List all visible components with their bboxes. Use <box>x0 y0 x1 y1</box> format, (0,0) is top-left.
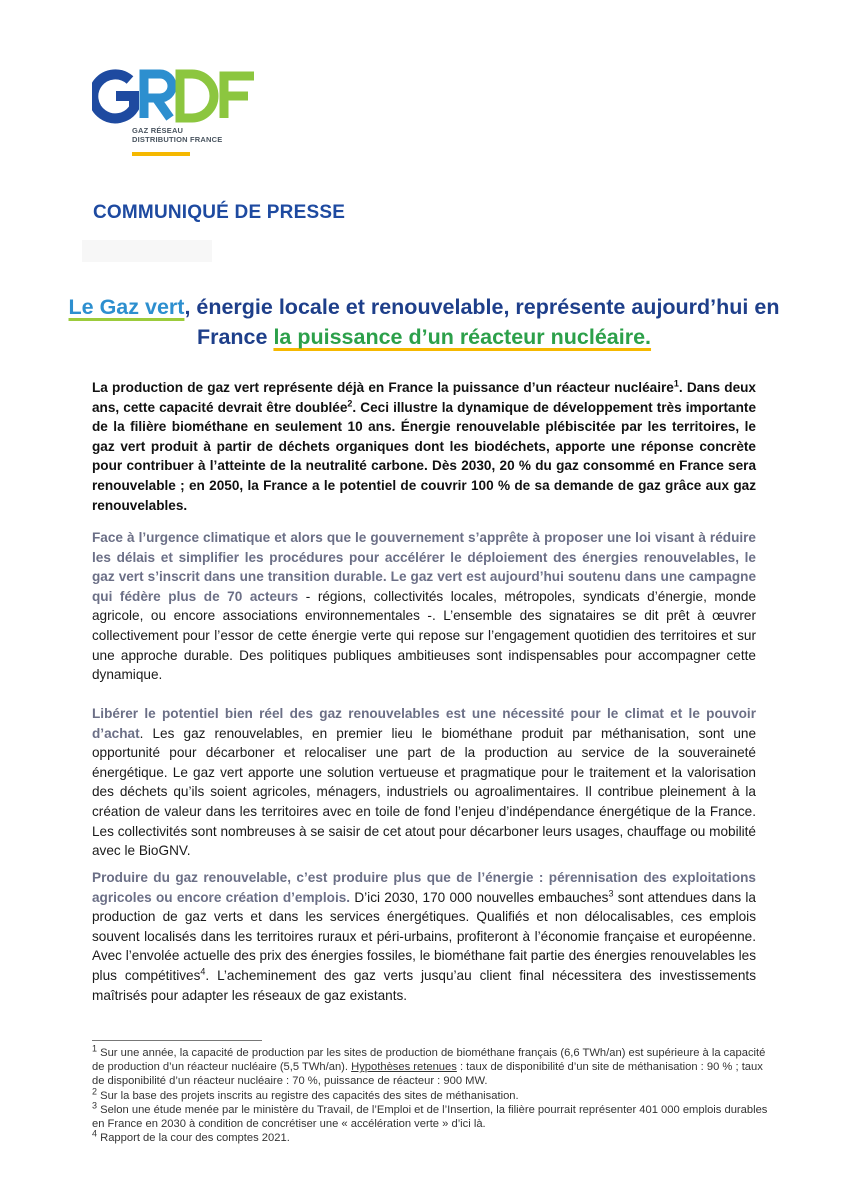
footnote-1-text-a: Sur une année, la capacité de production par les sites de production de biométhane français (6,6 TWh/an) est supérieure à la capacité de production d’un réacteur nucléaire (5,5 TWh/an). <box>92 1047 766 1074</box>
climate-paragraph <box>92 528 756 685</box>
footnote-1 <box>92 1043 772 1089</box>
jobs-paragraph <box>92 868 756 1005</box>
p1-text-c: . Ceci illustre la dynamique de développement très importante de la filière biométhane en seulement 10 ans. Énergie renouvelable plébiscitée par les territoires, le gaz vert produit à partir de déchets organiques dont les biodéchets, apporte une réponse concrète pour contribuer à l’atteinte de la neutralité carbone. Dès 2030, 20 % du gaz consommé en France sera renouvelable ; en 2050, la France a le potentiel de couvrir 100 % de sa demande de gaz grâce aux gaz renouvelables. <box>92 399 757 513</box>
footnote-4-text: Rapport de la cour des comptes 2021. <box>97 1132 290 1145</box>
headline-middle: , énergie locale et renouvelable, représente aujourd’hui en France <box>184 295 780 349</box>
footnote-ref-4: 4 <box>200 966 206 977</box>
footnote-separator <box>92 1040 262 1041</box>
p4-text-b: sont attendues dans la production de gaz verts et dans les services énergétiques. Qualifiés et non délocalisables, ces emplois souvent localisés dans les territoires ruraux et péri-urbains, profiteront à l’économie française et européenne. Avec l’envolée actuelle des prix des énergies fossiles, le biométhane fait partie des énergies renouvelables les plus compétitives <box>92 889 756 983</box>
footnote-2 <box>92 1085 772 1103</box>
p2-body: - régions, collectivités locales, métropoles, syndicats d’énergie, monde agricole, ou encore associations environnementales -. L’ensemble des signataires se dit prêt à œuvrer collectivement pour l’essor de cette énergie verte qui repose sur l’engagement quotidien des territoires et sur une approche durable. Des politiques publiques ambitieuses sont indispensables pour accompagner cette dynamique. <box>92 588 756 683</box>
footnotes <box>92 1043 772 1145</box>
footnote-4-number: 4 <box>92 1128 98 1139</box>
potential-paragraph <box>92 704 756 861</box>
p1-text-b: . Dans deux ans, cette capacité devrait être doublée <box>92 380 756 415</box>
headline <box>60 292 788 352</box>
footnote-3-text: Selon une étude menée par le ministère du Travail, de l’Emploi et de l’Insertion, la filière pourrait représenter 401 000 emplois durables en France en 2030 à condition de concrétiser une « accélération verte » d’ici là. <box>92 1103 768 1131</box>
p4-text-a: D’ici 2030, 170 000 nouvelles embauches <box>350 889 609 905</box>
footnote-ref-1: 1 <box>673 378 679 389</box>
p2-lead: Face à l’urgence climatique et alors que le gouvernement s’apprête à proposer une loi visant à réduire les délais et simplifier les procédures pour accélérer le déploiement des énergies renouvelables, le gaz vert s’inscrit dans une transition durable. Le gaz vert est aujourd’hui soutenu dans une campagne qui fédère plus de 70 acteurs <box>92 530 756 604</box>
logo-subtitle-line2: DISTRIBUTION FRANCE <box>132 135 223 144</box>
p4-text-c: . L’acheminement des gaz verts jusqu’au client final nécessitera des investissements maîtrisés pour adapter les réseaux de gaz existants. <box>92 967 757 1003</box>
headline-highlight-reactor: la puissance d’un réacteur nucléaire. <box>273 325 652 349</box>
logo-accent-bar <box>132 152 190 156</box>
footnote-1-text-b: : taux de disponibilité d’un site de méthanisation : 90 % ; taux de disponibilité d’un réacteur nucléaire : 70 %, puissance de réacteur : 900 MW. <box>92 1061 763 1088</box>
footnote-3 <box>92 1100 772 1131</box>
footnote-1-underlined: Hypothèses retenues <box>351 1061 457 1074</box>
footnote-1-number: 1 <box>92 1043 98 1054</box>
footnote-4 <box>92 1128 772 1145</box>
footnote-3-number: 3 <box>92 1100 98 1111</box>
logo-subtitle <box>132 126 222 144</box>
footnote-ref-2: 2 <box>347 398 353 409</box>
grdf-wordmark <box>92 68 262 124</box>
p3-body: . Les gaz renouvelables, en premier lieu le biométhane produit par méthanisation, sont une opportunité pour décarboner et relocaliser une part de la production au service de la souveraineté énergétique. Le gaz vert apporte une solution vertueuse et pragmatique pour le traitement et la valorisation des déchets qu’ils soient agricoles, ménagers, industriels ou agroalimentaires. Il contribue pleinement à la création de valeur dans les territoires avec en toile de fond l’enjeu d’indépendance énergétique de la France. Les collectivités sont nombreuses à se saisir de cet atout pour décarboner leurs usages, chauffage ou mobilité avec le BioGNV. <box>92 725 756 859</box>
headline-highlight-gaz-vert: Le Gaz vert <box>68 295 185 319</box>
footnote-2-number: 2 <box>92 1085 98 1096</box>
footnote-ref-3: 3 <box>608 888 614 899</box>
p4-lead: Produire du gaz renouvelable, c’est produire plus que de l’énergie : pérennisation des exploitations agricoles ou encore création d’emplois. <box>92 870 756 905</box>
intro-paragraph <box>92 378 756 515</box>
press-release-label: COMMUNIQUÉ DE PRESSE <box>93 202 346 223</box>
p3-lead: Libérer le potentiel bien réel des gaz renouvelables est une nécessité pour le climat et le pouvoir d’achat <box>92 706 756 741</box>
logo-subtitle-line1: GAZ RÉSEAU <box>132 126 184 135</box>
faded-header-artifact <box>82 240 212 262</box>
footnote-2-text: Sur la base des projets inscrits au registre des capacités des sites de méthanisation. <box>97 1089 519 1102</box>
p1-text-a: La production de gaz vert représente déjà en France la puissance d’un réacteur nucléaire <box>92 380 674 395</box>
grdf-logo <box>92 68 262 160</box>
